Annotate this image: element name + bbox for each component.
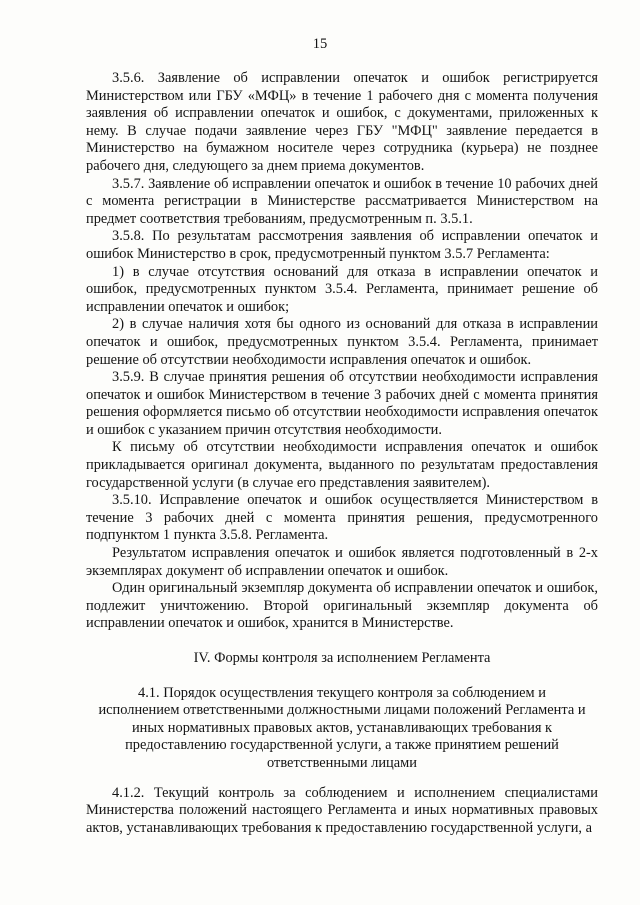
subsection-title: 4.1. Порядок осуществления текущего контроля за соблюдением и исполнением ответственными должностными лицами положений Регламента и иных нормативных правовых актов, устанавливающих требования к предоставлению государственной услуги, а также принятием решений ответственными лицами [98, 684, 586, 771]
list-item-2: 2) в случае наличия хотя бы одного из оснований для отказа в исправлении опечаток и ошибок, предусмотренных пунктом 3.5.4. Регламента, принимает решение об отсутствии необходимости исправления опечаток и ошибок. [86, 316, 598, 368]
paragraph-4-1-2: 4.1.2. Текущий контроль за соблюдением и исполнением специалистами Министерства положений настоящего Регламента и иных нормативных правовых актов, устанавливающих требования к предоставлению государственной услуги, а [86, 784, 598, 836]
paragraph-3-5-7: 3.5.7. Заявление об исправлении опечаток и ошибок в течение 10 рабочих дней с момента регистрации в Министерстве рассматривается Министерством на предмет соответствия требованиям, предусмотренным п. 3.5.1. [86, 175, 598, 227]
paragraph-copies: Один оригинальный экземпляр документа об исправлении опечаток и ошибок, подлежит уничтожению. Второй оригинальный экземпляр документа об исправлении опечаток и ошибок, хранится в Министерстве. [86, 580, 598, 632]
paragraph-3-5-6: 3.5.6. Заявление об исправлении опечаток и ошибок регистрируется Министерством или ГБУ «МФЦ» в течение 1 рабочего дня с момента получения заявления об исправлении опечаток и ошибок, с документами, приложенных к нему. В случае подачи заявление через ГБУ "МФЦ" заявление передается в Министерство на бумажном носителе через сотрудника (курьера) не позднее рабочего дня, следующего за днем приема документов. [86, 70, 598, 174]
document-body [86, 70, 598, 837]
paragraph-correction-result: Результатом исправления опечаток и ошибок является подготовленный в 2-х экземплярах документ об исправлении опечаток и ошибок. [86, 545, 598, 579]
section-title: IV. Формы контроля за исполнением Регламента [193, 650, 491, 666]
list-item-1: 1) в случае отсутствия оснований для отказа в исправлении опечаток и ошибок, предусмотренных пунктом 3.5.4. Регламента, принимает решение об исправлении опечаток и ошибок; [86, 263, 598, 315]
page-number: 15 [312, 36, 328, 52]
paragraph-3-5-9: 3.5.9. В случае принятия решения об отсутствии необходимости исправления опечаток и ошибок Министерством в течение 3 рабочих дней с момента принятия решения оформляется письмо об отсутствии необходимости исправления опечаток и ошибок с указанием причин отсутствия необходимости. [86, 369, 598, 438]
paragraph-3-5-10: 3.5.10. Исправление опечаток и ошибок осуществляется Министерством в течение 3 рабочих дней с момента принятия решения, предусмотренного подпунктом 1 пункта 3.5.8. Регламента. [86, 492, 598, 544]
paragraph-letter-attachment: К письму об отсутствии необходимости исправления опечаток и ошибок прикладывается оригинал документа, выданного по результатам предоставления государственной услуги (в случае его представления заявителем). [86, 439, 598, 491]
paragraph-3-5-8: 3.5.8. По результатам рассмотрения заявления об исправлении опечаток и ошибок Министерство в срок, предусмотренный пунктом 3.5.7 Регламента: [86, 228, 598, 262]
